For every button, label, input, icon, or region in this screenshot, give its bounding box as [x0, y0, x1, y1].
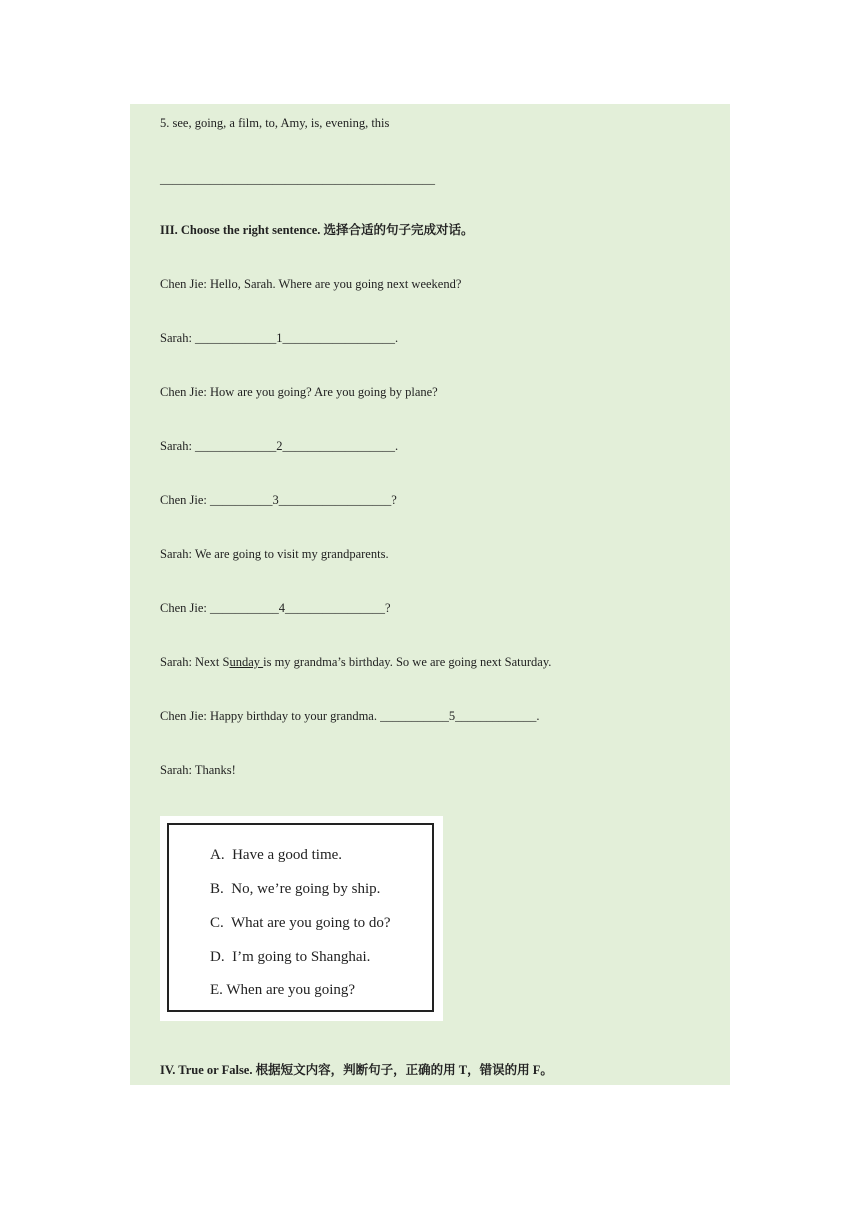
- dialogue-line-6: Sarah: We are going to visit my grandparents.: [160, 547, 389, 561]
- sunday-line-before: Sarah: Next S: [160, 655, 230, 669]
- dialogue-line-4: Sarah: _____________2__________________.: [160, 439, 399, 453]
- options-frame: [167, 823, 434, 1012]
- option-b: B. No, we’re going by ship.: [210, 881, 381, 897]
- dialogue-line-8: [160, 654, 551, 670]
- option-a: A. Have a good time.: [210, 847, 343, 863]
- dialogue-line-2: Sarah: _____________1__________________.: [160, 331, 399, 345]
- dialogue-line-3: Chen Jie: How are you going? Are you going by plane?: [160, 385, 438, 399]
- option-d: D. I’m going to Shanghai.: [210, 949, 371, 965]
- option-e: E. When are you going?: [210, 982, 356, 998]
- dialogue-line-1: Chen Jie: Hello, Sarah. Where are you going next weekend?: [160, 277, 462, 291]
- sunday-line-underlined: unday: [229, 655, 264, 669]
- section-4-heading-zh: 根据短文内容，判断句子，正确的用 T，错误的用 F。: [252, 1063, 553, 1077]
- dialogue-line-5: Chen Jie: __________3__________________?: [160, 493, 397, 507]
- dialogue-line-9: Chen Jie: Happy birthday to your grandma. ___________5_____________.: [160, 709, 540, 723]
- question-5-text: 5. see, going, a film, to, Amy, is, evening, this: [160, 116, 390, 130]
- sunday-line-after: is my grandma’s birthday. So we are going next Saturday.: [263, 655, 552, 669]
- question-5-answer-line: ____________________________________________: [160, 172, 435, 186]
- section-3-heading-zh: 选择合适的句子完成对话。: [320, 223, 474, 237]
- section-4-heading-en: IV. True or False.: [160, 1063, 253, 1077]
- section-3-heading-en: III. Choose the right sentence.: [160, 223, 321, 237]
- options-box: [160, 816, 443, 1021]
- section-4-heading: [160, 1062, 553, 1078]
- dialogue-line-7: Chen Jie: ___________4________________?: [160, 601, 391, 615]
- dialogue-line-10: Sarah: Thanks!: [160, 763, 236, 777]
- section-3-heading: [160, 222, 474, 238]
- option-c: C. What are you going to do?: [210, 915, 391, 931]
